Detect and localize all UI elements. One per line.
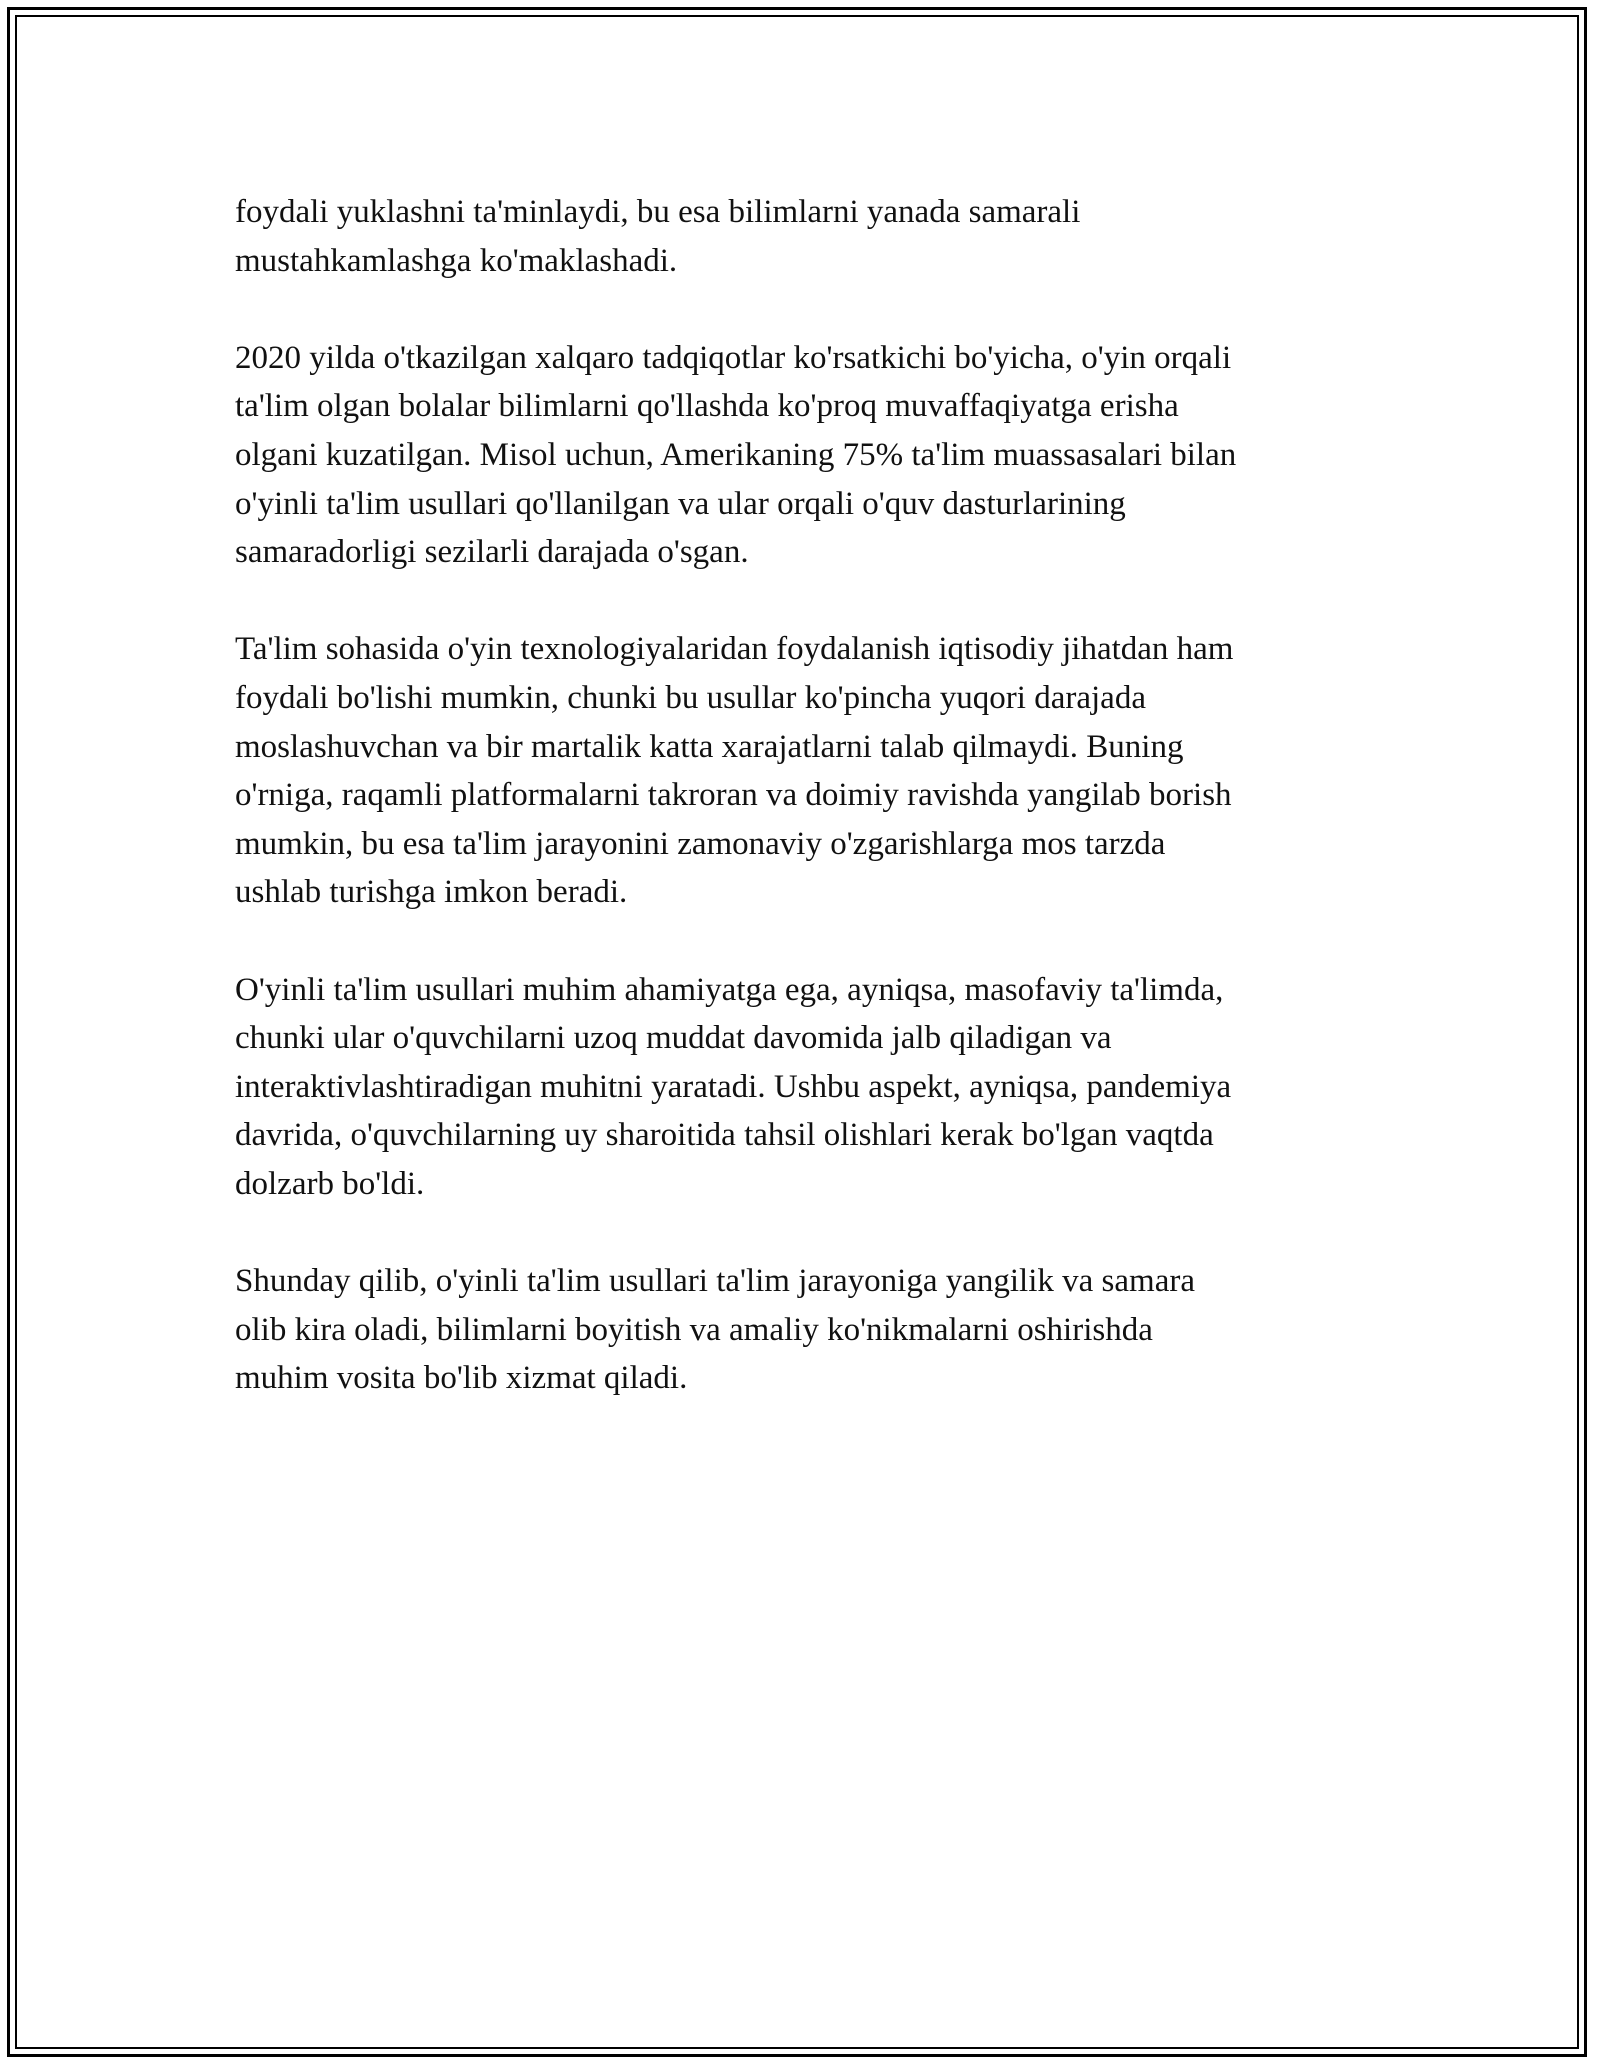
paragraph: O'yinli ta'lim usullari muhim ahamiyatga ega, ayniqsa, masofaviy ta'limda, chunki ular o'quvchilarni uzoq muddat davomida jalb qiladigan va interaktivlashtiradigan muhitni yaratadi. Ushbu aspekt, ayniqsa, pandemiya davrida, o'quvchilarning uy sharoitida tahsil olishlari kerak bo'lgan vaqtda dolzarb bo'ldi. — [235, 971, 1232, 1202]
document-body — [235, 188, 1375, 1451]
paragraph: foydali yuklashni ta'minlaydi, bu esa bilimlarni yanada samarali mustahkamlashga ko'maklashadi. — [235, 194, 1081, 279]
paragraph: 2020 yilda o'tkazilgan xalqaro tadqiqotlar ko'rsatkichi bo'yicha, o'yin orqali ta'lim olgan bolalar bilimlarni qo'llashda ko'proq muvaffaqiyatga erisha olgani kuzatilgan. Misol uchun, Amerikaning 75% ta'lim muassasalari bilan o'yinli ta'lim usullari qo'llanilgan va ular orqali o'quv dasturlarining samaradorligi sezilarli darajada o'sgan. — [235, 339, 1237, 571]
paragraph: Shunday qilib, o'yinli ta'lim usullari ta'lim jarayoniga yangilik va samara olib kira oladi, bilimlarni boyitish va amaliy ko'nikmalarni oshirishda muhim vosita bo'lib xizmat qiladi. — [235, 1263, 1195, 1397]
paragraph: Ta'lim sohasida o'yin texnologiyalaridan foydalanish iqtisodiy jihatdan ham foydali bo'lishi mumkin, chunki bu usullar ko'pincha yuqori darajada moslashuvchan va bir martalik katta xarajatlarni talab qilmaydi. Buning o'rniga, raqamli platformalarni takroran va doimiy ravishda yangilab borish mumkin, bu esa ta'lim jarayonini zamonaviy o'zgarishlarga mos tarzda ushlab turishga imkon beradi. — [235, 631, 1234, 911]
